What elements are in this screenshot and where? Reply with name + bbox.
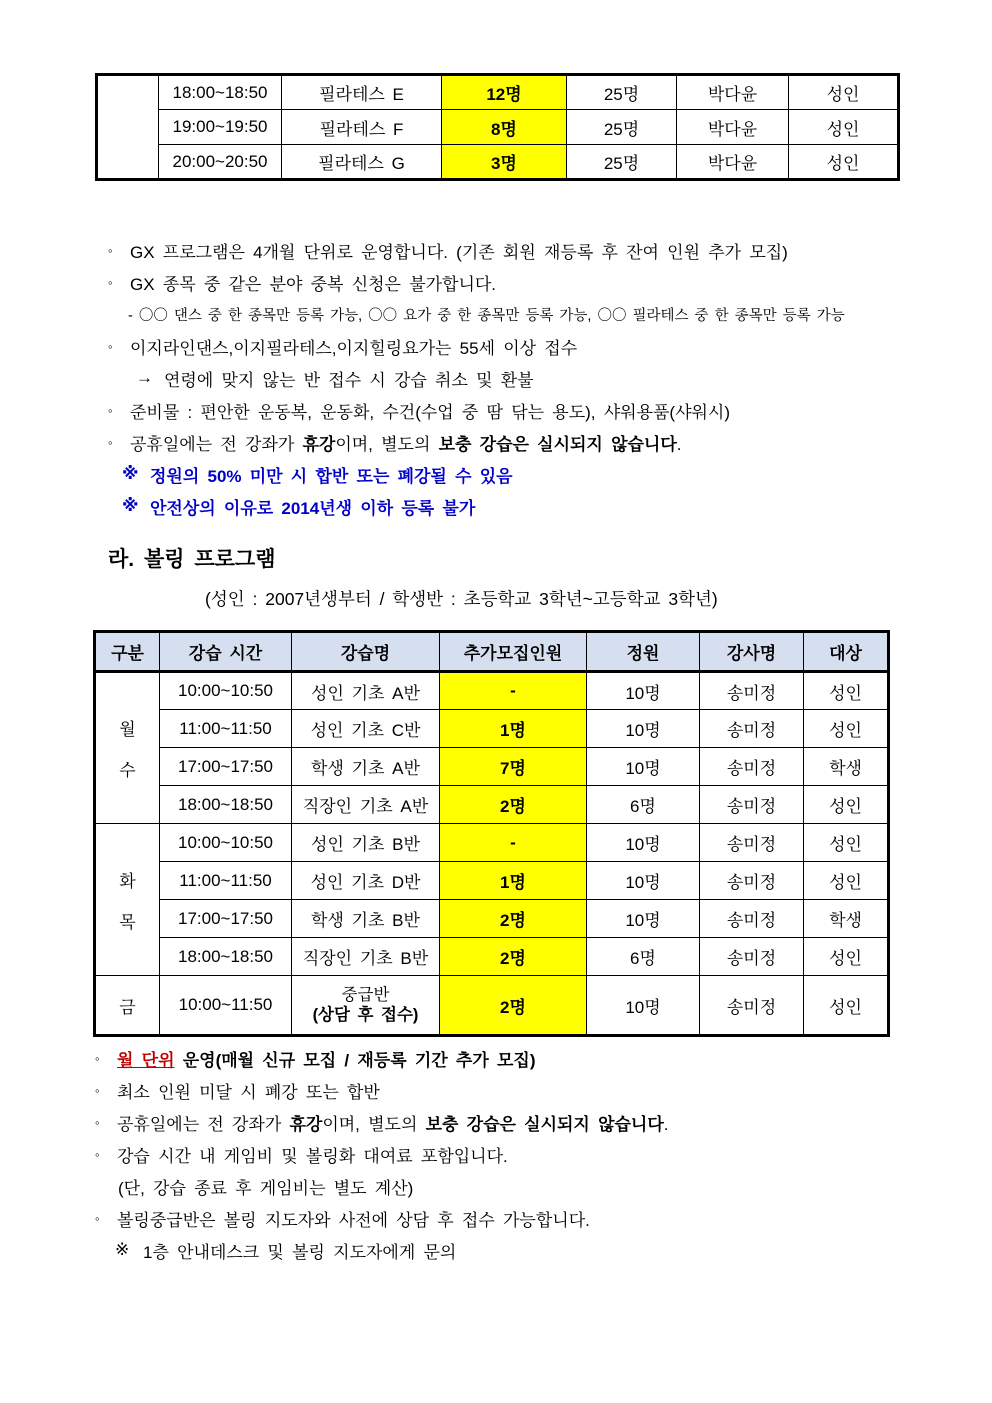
time-cell: 10:00~11:50 [160, 976, 292, 1036]
capacity-cell: 25명 [567, 110, 677, 145]
time-cell: 19:00~19:50 [159, 110, 282, 145]
gx-notes-section [108, 234, 938, 522]
reference-mark-icon: ※ [122, 496, 139, 515]
extra-recruit-cell: 7명 [440, 748, 587, 786]
day-group-cell [95, 672, 160, 824]
warning-text: 정원의 50% 미만 시 합반 또는 폐강될 수 있음 [150, 466, 513, 486]
note-line [108, 266, 938, 298]
note-text: 준비물 : 편안한 운동복, 운동화, 수건(수업 중 땀 닦는 용도), 샤워용품(샤워시) [130, 402, 731, 422]
bullet-icon: ◦ [95, 1114, 100, 1130]
day-label: 월 [119, 720, 136, 739]
note-subline [108, 362, 938, 394]
time-cell: 10:00~10:50 [160, 824, 292, 862]
warning-line [108, 490, 938, 522]
instructor-cell: 박다윤 [677, 75, 789, 110]
warning-line [108, 458, 938, 490]
note-line [108, 330, 938, 362]
capacity-cell: 6명 [587, 938, 700, 976]
note-text: GX 종목 중 같은 분야 중복 신청은 불가합니다. [130, 274, 497, 294]
instructor-cell: 송미정 [700, 748, 804, 786]
note-text [117, 1110, 669, 1135]
bullet-icon: ◦ [95, 1082, 100, 1098]
target-cell: 학생 [804, 900, 889, 938]
bullet-icon: ◦ [108, 274, 113, 290]
note-text-bold: 보충 강습은 실시되지 않습니다 [425, 1114, 664, 1134]
note-line [95, 1074, 955, 1106]
target-cell: 성인 [804, 976, 889, 1036]
header-cell: 대상 [804, 632, 889, 672]
note-subline [95, 1170, 955, 1202]
note-line [95, 1138, 955, 1170]
class-name-cell: 성인 기초 B반 [292, 824, 440, 862]
capacity-cell: 10명 [587, 976, 700, 1036]
section-title: 라. 볼링 프로그램 [108, 548, 276, 571]
table-row [97, 145, 899, 180]
table-row [95, 710, 889, 748]
note-text: 볼링중급반은 볼링 지도자와 사전에 상담 후 접수 가능합니다. [117, 1210, 590, 1230]
extra-recruit-cell: 2명 [440, 786, 587, 824]
target-cell: 성인 [789, 75, 899, 110]
header-cell: 구분 [95, 632, 160, 672]
note-text: 이며, 별도의 [335, 434, 439, 454]
capacity-cell: 10명 [587, 862, 700, 900]
note-line [108, 394, 938, 426]
class-name-line1: 중급반 [341, 986, 390, 1004]
extra-recruit-cell: 2명 [440, 938, 587, 976]
target-cell: 성인 [804, 710, 889, 748]
table-row [95, 824, 889, 862]
instructor-cell: 송미정 [700, 976, 804, 1036]
bullet-icon: ◦ [95, 1210, 100, 1226]
note-text: 최소 인원 미달 시 폐강 또는 합반 [117, 1082, 380, 1102]
note-text: . [663, 1114, 669, 1134]
note-text-bold: 휴강 [302, 434, 336, 454]
time-cell: 11:00~11:50 [160, 710, 292, 748]
extra-recruit-cell: - [440, 824, 587, 862]
day-label: 수 [119, 761, 136, 780]
table-row [95, 672, 889, 710]
note-line [95, 1202, 955, 1234]
time-cell: 20:00~20:50 [159, 145, 282, 180]
class-name-cell: 직장인 기초 B반 [292, 938, 440, 976]
instructor-cell: 송미정 [700, 938, 804, 976]
note-text: 1층 안내데스크 및 볼링 지도자에게 문의 [143, 1242, 457, 1262]
target-cell: 성인 [804, 862, 889, 900]
class-name-cell: 학생 기초 A반 [292, 748, 440, 786]
capacity-cell: 10명 [587, 824, 700, 862]
instructor-cell: 송미정 [700, 672, 804, 710]
bullet-icon: ◦ [95, 1146, 100, 1162]
class-name-cell: 학생 기초 B반 [292, 900, 440, 938]
class-name-cell: 성인 기초 C반 [292, 710, 440, 748]
bullet-icon: ◦ [95, 1050, 100, 1066]
arrow-icon: → [136, 368, 153, 387]
table-row [97, 110, 899, 145]
extra-recruit-cell: 8명 [442, 110, 567, 145]
target-cell: 성인 [789, 110, 899, 145]
target-cell: 성인 [804, 938, 889, 976]
extra-recruit-cell: 12명 [442, 75, 567, 110]
note-text: 공휴일에는 전 강좌가 [130, 434, 303, 454]
class-name-cell [292, 976, 440, 1036]
warning-text: 안전상의 이유로 2014년생 이하 등록 불가 [150, 498, 476, 518]
note-line [95, 1106, 955, 1138]
table-row [95, 786, 889, 824]
day-labels [96, 867, 159, 933]
header-cell: 강습 시간 [160, 632, 292, 672]
time-cell: 18:00~18:50 [160, 786, 292, 824]
bowling-notes-section [95, 1042, 955, 1266]
extra-recruit-cell: 1명 [440, 862, 587, 900]
bullet-icon: ◦ [108, 242, 113, 258]
note-text: - 〇〇 댄스 중 한 종목만 등록 가능, 〇〇 요가 중 한 종목만 등록 가능, 〇〇 필라테스 중 한 종목만 등록 가능 [128, 307, 845, 324]
table-row [95, 748, 889, 786]
day-label: 목 [119, 912, 136, 932]
note-text [117, 1046, 536, 1071]
reference-mark-icon: ※ [122, 464, 139, 483]
note-text-red-underline: 월 단위 [117, 1050, 175, 1070]
class-name-cell: 성인 기초 A반 [292, 672, 440, 710]
table-row [95, 900, 889, 938]
table-row [95, 938, 889, 976]
bowling-schedule-table [93, 630, 890, 1037]
note-subline [95, 1234, 955, 1266]
note-text-bold: 휴강 [289, 1114, 323, 1134]
time-cell: 17:00~17:50 [160, 900, 292, 938]
capacity-cell: 6명 [587, 786, 700, 824]
extra-recruit-cell: 3명 [442, 145, 567, 180]
instructor-cell: 송미정 [700, 824, 804, 862]
note-line [95, 1042, 955, 1074]
note-subline [108, 298, 938, 330]
table-header-row [95, 632, 889, 672]
capacity-cell: 10명 [587, 900, 700, 938]
note-text: . [676, 434, 682, 454]
instructor-cell: 송미정 [700, 710, 804, 748]
instructor-cell: 박다윤 [677, 110, 789, 145]
header-cell: 강사명 [700, 632, 804, 672]
day-label: 화 [119, 871, 136, 891]
class-name-cell: 필라테스 G [282, 145, 442, 180]
class-name-cell: 필라테스 F [282, 110, 442, 145]
instructor-cell: 송미정 [700, 862, 804, 900]
table-row [97, 75, 899, 110]
extra-recruit-cell: 1명 [440, 710, 587, 748]
instructor-cell: 박다윤 [677, 145, 789, 180]
note-text [130, 430, 682, 455]
header-cell: 강습명 [292, 632, 440, 672]
table-row [95, 976, 889, 1036]
target-cell: 성인 [804, 786, 889, 824]
time-cell: 10:00~10:50 [160, 672, 292, 710]
header-cell: 추가모집인원 [440, 632, 587, 672]
class-name-line2: (상담 후 접수) [312, 1006, 419, 1024]
time-cell: 18:00~18:50 [160, 938, 292, 976]
time-cell: 17:00~17:50 [160, 748, 292, 786]
day-group-cell [95, 824, 160, 976]
instructor-cell: 송미정 [700, 900, 804, 938]
note-text: (단, 강습 종료 후 게임비는 별도 계산) [118, 1178, 414, 1198]
section-subtitle: (성인 : 2007년생부터 / 학생반 : 초등학교 3학년~고등학교 3학년) [205, 589, 718, 609]
class-name-cell: 필라테스 E [282, 75, 442, 110]
note-text: 연령에 맞지 않는 반 접수 시 강습 취소 및 환불 [164, 370, 534, 390]
note-text-bold: 운영(매월 신규 모집 / 재등록 기간 추가 모집) [174, 1050, 536, 1070]
capacity-cell: 25명 [567, 75, 677, 110]
note-text-bold: 보충 강습은 실시되지 않습니다 [438, 434, 677, 454]
class-name-cell: 직장인 기초 A반 [292, 786, 440, 824]
pilates-schedule-table [95, 73, 900, 181]
capacity-cell: 10명 [587, 672, 700, 710]
table-row [95, 862, 889, 900]
instructor-cell: 송미정 [700, 786, 804, 824]
time-cell: 18:00~18:50 [159, 75, 282, 110]
note-line [108, 426, 938, 458]
target-cell: 학생 [804, 748, 889, 786]
time-cell: 11:00~11:50 [160, 862, 292, 900]
day-labels [96, 715, 159, 781]
extra-recruit-cell: 2명 [440, 900, 587, 938]
reference-mark-icon: ※ [115, 1240, 130, 1259]
bullet-icon: ◦ [108, 434, 113, 450]
capacity-cell: 10명 [587, 748, 700, 786]
capacity-cell: 10명 [587, 710, 700, 748]
note-text: 이며, 별도의 [322, 1114, 426, 1134]
note-text: GX 프로그램은 4개월 단위로 운영합니다. (기존 회원 재등록 후 잔여 인원 추가 모집) [130, 242, 788, 262]
extra-recruit-cell: 2명 [440, 976, 587, 1036]
note-text: 공휴일에는 전 강좌가 [117, 1114, 290, 1134]
target-cell: 성인 [804, 672, 889, 710]
day-group-cell: 금 [95, 976, 160, 1036]
capacity-cell: 25명 [567, 145, 677, 180]
note-line [108, 234, 938, 266]
note-text: 강습 시간 내 게임비 및 볼링화 대여료 포함입니다. [117, 1146, 508, 1166]
note-text: 이지라인댄스,이지필라테스,이지힐링요가는 55세 이상 접수 [130, 338, 578, 358]
merged-empty-day-cell [97, 75, 159, 180]
bullet-icon: ◦ [108, 338, 113, 354]
class-name-cell: 성인 기초 D반 [292, 862, 440, 900]
bullet-icon: ◦ [108, 402, 113, 418]
target-cell: 성인 [804, 824, 889, 862]
extra-recruit-cell: - [440, 672, 587, 710]
target-cell: 성인 [789, 145, 899, 180]
header-cell: 정원 [587, 632, 700, 672]
